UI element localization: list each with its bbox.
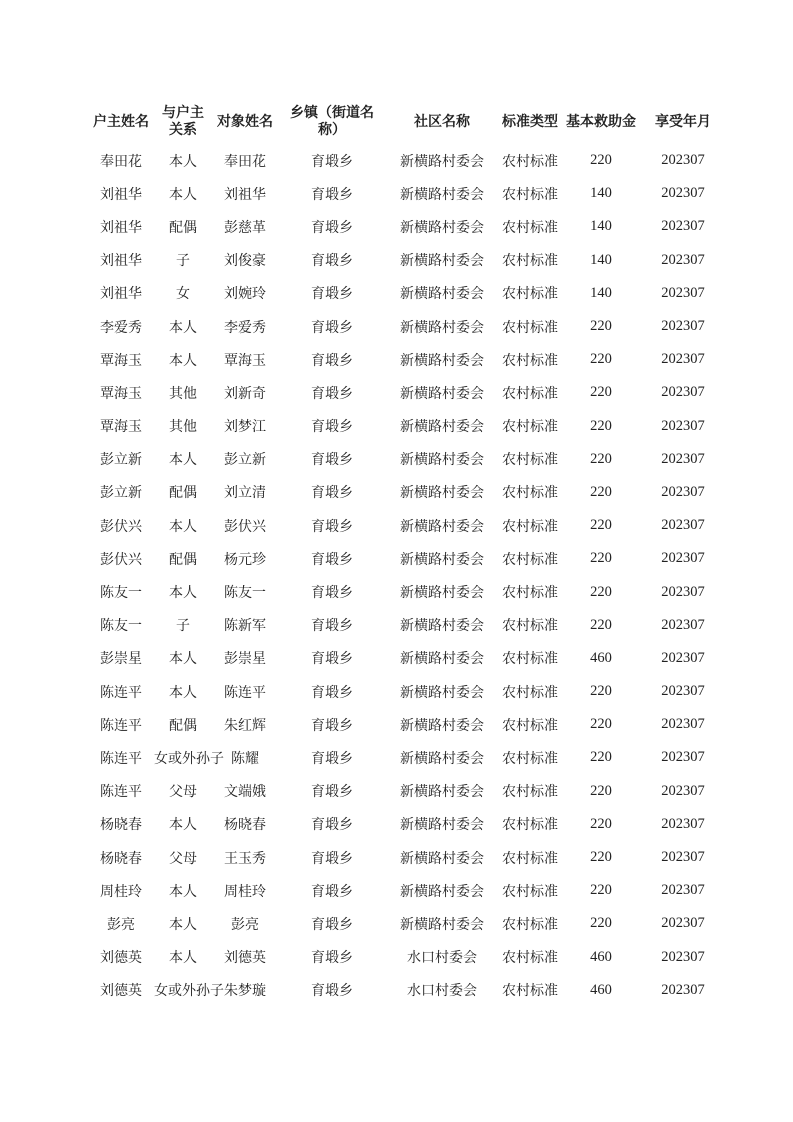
table-row [88,775,726,808]
recipient-name-cell: 刘婉玲 [224,286,266,303]
householder-name-cell: 陈连平 [100,717,142,734]
relation-cell: 本人 [169,883,197,900]
community-cell: 新横路村委会 [400,286,484,303]
basic-aid-cell: 220 [590,351,612,368]
relation-cell: 配偶 [169,551,197,568]
relation-cell: 父母 [169,784,197,801]
standard-type-cell: 农村标准 [502,651,558,668]
basic-aid-cell: 220 [590,483,612,500]
community-cell: 新横路村委会 [400,585,484,602]
assistance-roster [88,100,726,1007]
community-cell: 新横路村委会 [400,352,484,369]
header-row [88,100,726,144]
table-row [88,509,726,542]
standard-type-cell: 农村标准 [502,551,558,568]
relation-cell: 其他 [169,385,197,402]
relation-cell: 女或外孙子 [154,983,224,1000]
community-cell: 水口村委会 [407,983,477,1000]
basic-aid-cell: 460 [590,948,612,965]
standard-type-cell: 农村标准 [502,485,558,502]
table-row [88,874,726,907]
householder-name-cell: 刘德英 [100,983,142,1000]
header-householder-name: 户主姓名 [93,113,149,130]
township-cell: 育塅乡 [311,186,353,203]
standard-type-cell: 农村标准 [502,186,558,203]
community-cell: 新横路村委会 [400,385,484,402]
table-row [88,177,726,210]
community-cell: 新横路村委会 [400,219,484,236]
standard-type-cell: 农村标准 [502,950,558,967]
period-cell: 202307 [661,218,705,235]
table-row [88,210,726,243]
header-period: 享受年月 [655,113,711,130]
recipient-name-cell: 杨晓春 [224,817,266,834]
township-cell: 育塅乡 [311,784,353,801]
table-row [88,410,726,443]
recipient-name-cell: 刘祖华 [224,186,266,203]
basic-aid-cell: 140 [590,185,612,202]
basic-aid-cell: 220 [590,384,612,401]
recipient-name-cell: 彭慈革 [224,219,266,236]
township-cell: 育塅乡 [311,618,353,635]
township-cell: 育塅乡 [311,153,353,170]
township-cell: 育塅乡 [311,983,353,1000]
relation-cell: 配偶 [169,219,197,236]
community-cell: 新横路村委会 [400,419,484,436]
header-recipient-name: 对象姓名 [217,113,273,130]
recipient-name-cell: 刘立清 [224,485,266,502]
community-cell: 新横路村委会 [400,319,484,336]
recipient-name-cell: 周桂玲 [224,883,266,900]
householder-name-cell: 彭崇星 [100,651,142,668]
township-cell: 育塅乡 [311,717,353,734]
period-cell: 202307 [661,583,705,600]
community-cell: 新横路村委会 [400,618,484,635]
recipient-name-cell: 彭崇星 [224,651,266,668]
table-row [88,343,726,376]
standard-type-cell: 农村标准 [502,518,558,535]
header-community: 社区名称 [414,113,470,130]
recipient-name-cell: 朱红辉 [224,717,266,734]
township-cell: 育塅乡 [311,219,353,236]
relation-cell: 本人 [169,153,197,170]
header-relation: 与户主关系 [162,105,204,138]
standard-type-cell: 农村标准 [502,352,558,369]
table-row [88,376,726,409]
township-cell: 育塅乡 [311,883,353,900]
township-cell: 育塅乡 [311,684,353,701]
recipient-name-cell: 王玉秀 [224,850,266,867]
householder-name-cell: 覃海玉 [100,352,142,369]
township-cell: 育塅乡 [311,916,353,933]
township-cell: 育塅乡 [311,750,353,767]
period-cell: 202307 [661,716,705,733]
header-basic-aid: 基本救助金 [566,113,636,130]
relation-cell: 本人 [169,186,197,203]
community-cell: 新横路村委会 [400,916,484,933]
community-cell: 新横路村委会 [400,850,484,867]
householder-name-cell: 刘祖华 [100,253,142,270]
householder-name-cell: 周桂玲 [100,883,142,900]
roster-body [88,144,726,1007]
relation-cell: 本人 [169,352,197,369]
standard-type-cell: 农村标准 [502,153,558,170]
table-row [88,443,726,476]
basic-aid-cell: 220 [590,915,612,932]
relation-cell: 本人 [169,817,197,834]
community-cell: 新横路村委会 [400,253,484,270]
table-row [88,642,726,675]
period-cell: 202307 [661,683,705,700]
basic-aid-cell: 220 [590,550,612,567]
householder-name-cell: 彭立新 [100,452,142,469]
recipient-name-cell: 奉田花 [224,153,266,170]
standard-type-cell: 农村标准 [502,419,558,436]
table-row [88,144,726,177]
period-cell: 202307 [661,616,705,633]
township-cell: 育塅乡 [311,551,353,568]
period-cell: 202307 [661,152,705,169]
recipient-name-cell: 彭立新 [224,452,266,469]
householder-name-cell: 杨晓春 [100,817,142,834]
recipient-name-cell: 朱梦璇 [224,983,266,1000]
table-row [88,708,726,741]
recipient-name-cell: 刘梦江 [224,419,266,436]
standard-type-cell: 农村标准 [502,618,558,635]
township-cell: 育塅乡 [311,352,353,369]
table-row [88,941,726,974]
period-cell: 202307 [661,284,705,301]
table-row [88,907,726,940]
recipient-name-cell: 彭亮 [231,916,259,933]
relation-cell: 本人 [169,518,197,535]
period-cell: 202307 [661,483,705,500]
basic-aid-cell: 220 [590,616,612,633]
relation-cell: 配偶 [169,717,197,734]
standard-type-cell: 农村标准 [502,750,558,767]
table-row [88,974,726,1007]
period-cell: 202307 [661,915,705,932]
period-cell: 202307 [661,318,705,335]
township-cell: 育塅乡 [311,452,353,469]
table-row [88,675,726,708]
period-cell: 202307 [661,384,705,401]
period-cell: 202307 [661,849,705,866]
table-row [88,575,726,608]
community-cell: 新横路村委会 [400,684,484,701]
basic-aid-cell: 140 [590,218,612,235]
period-cell: 202307 [661,948,705,965]
householder-name-cell: 彭亮 [107,916,135,933]
table-row [88,542,726,575]
householder-name-cell: 刘祖华 [100,219,142,236]
relation-cell: 本人 [169,916,197,933]
basic-aid-cell: 140 [590,251,612,268]
recipient-name-cell: 刘德英 [224,950,266,967]
basic-aid-cell: 220 [590,417,612,434]
table-row [88,310,726,343]
relation-cell: 本人 [169,319,197,336]
community-cell: 新横路村委会 [400,817,484,834]
community-cell: 新横路村委会 [400,551,484,568]
standard-type-cell: 农村标准 [502,219,558,236]
relation-cell: 女或外孙子 [154,750,224,767]
householder-name-cell: 彭伏兴 [100,551,142,568]
householder-name-cell: 刘祖华 [100,286,142,303]
standard-type-cell: 农村标准 [502,717,558,734]
basic-aid-cell: 220 [590,152,612,169]
basic-aid-cell: 220 [590,815,612,832]
township-cell: 育塅乡 [311,385,353,402]
relation-cell: 子 [176,253,190,270]
period-cell: 202307 [661,749,705,766]
recipient-name-cell: 文端娥 [224,784,266,801]
community-cell: 新横路村委会 [400,452,484,469]
basic-aid-cell: 220 [590,318,612,335]
community-cell: 新横路村委会 [400,750,484,767]
basic-aid-cell: 460 [590,981,612,998]
householder-name-cell: 刘祖华 [100,186,142,203]
community-cell: 水口村委会 [407,950,477,967]
table-row [88,244,726,277]
householder-name-cell: 李爱秀 [100,319,142,336]
community-cell: 新横路村委会 [400,717,484,734]
standard-type-cell: 农村标准 [502,585,558,602]
standard-type-cell: 农村标准 [502,385,558,402]
householder-name-cell: 彭立新 [100,485,142,502]
householder-name-cell: 陈连平 [100,750,142,767]
period-cell: 202307 [661,815,705,832]
relation-cell: 本人 [169,684,197,701]
standard-type-cell: 农村标准 [502,684,558,701]
roster-table [88,100,726,1007]
relation-cell: 本人 [169,452,197,469]
basic-aid-cell: 220 [590,517,612,534]
standard-type-cell: 农村标准 [502,452,558,469]
householder-name-cell: 陈友一 [100,585,142,602]
township-cell: 育塅乡 [311,585,353,602]
basic-aid-cell: 220 [590,450,612,467]
relation-cell: 父母 [169,850,197,867]
recipient-name-cell: 覃海玉 [224,352,266,369]
standard-type-cell: 农村标准 [502,817,558,834]
recipient-name-cell: 彭伏兴 [224,518,266,535]
householder-name-cell: 刘德英 [100,950,142,967]
township-cell: 育塅乡 [311,518,353,535]
table-row [88,808,726,841]
recipient-name-cell: 陈耀 [231,750,259,767]
basic-aid-cell: 220 [590,583,612,600]
community-cell: 新横路村委会 [400,518,484,535]
table-row [88,476,726,509]
recipient-name-cell: 杨元珍 [224,551,266,568]
table-row [88,277,726,310]
relation-cell: 子 [176,618,190,635]
township-cell: 育塅乡 [311,651,353,668]
standard-type-cell: 农村标准 [502,883,558,900]
basic-aid-cell: 460 [590,649,612,666]
standard-type-cell: 农村标准 [502,286,558,303]
basic-aid-cell: 220 [590,882,612,899]
standard-type-cell: 农村标准 [502,983,558,1000]
township-cell: 育塅乡 [311,319,353,336]
period-cell: 202307 [661,782,705,799]
householder-name-cell: 覃海玉 [100,385,142,402]
township-cell: 育塅乡 [311,253,353,270]
period-cell: 202307 [661,550,705,567]
householder-name-cell: 杨晓春 [100,850,142,867]
table-row [88,741,726,774]
basic-aid-cell: 140 [590,284,612,301]
community-cell: 新横路村委会 [400,186,484,203]
relation-cell: 本人 [169,651,197,668]
householder-name-cell: 彭伏兴 [100,518,142,535]
table-row [88,609,726,642]
relation-cell: 女 [176,286,190,303]
recipient-name-cell: 李爱秀 [224,319,266,336]
recipient-name-cell: 刘俊豪 [224,253,266,270]
basic-aid-cell: 220 [590,683,612,700]
township-cell: 育塅乡 [311,286,353,303]
recipient-name-cell: 刘新奇 [224,385,266,402]
period-cell: 202307 [661,882,705,899]
period-cell: 202307 [661,251,705,268]
basic-aid-cell: 220 [590,849,612,866]
basic-aid-cell: 220 [590,782,612,799]
community-cell: 新横路村委会 [400,784,484,801]
relation-cell: 本人 [169,585,197,602]
householder-name-cell: 陈连平 [100,684,142,701]
relation-cell: 配偶 [169,485,197,502]
householder-name-cell: 覃海玉 [100,419,142,436]
standard-type-cell: 农村标准 [502,784,558,801]
recipient-name-cell: 陈连平 [224,684,266,701]
header-township: 乡镇（街道名称） [290,105,374,138]
community-cell: 新横路村委会 [400,153,484,170]
householder-name-cell: 陈友一 [100,618,142,635]
householder-name-cell: 奉田花 [100,153,142,170]
period-cell: 202307 [661,450,705,467]
relation-cell: 本人 [169,950,197,967]
period-cell: 202307 [661,649,705,666]
period-cell: 202307 [661,517,705,534]
basic-aid-cell: 220 [590,716,612,733]
standard-type-cell: 农村标准 [502,319,558,336]
township-cell: 育塅乡 [311,419,353,436]
township-cell: 育塅乡 [311,950,353,967]
standard-type-cell: 农村标准 [502,850,558,867]
community-cell: 新横路村委会 [400,651,484,668]
recipient-name-cell: 陈友一 [224,585,266,602]
basic-aid-cell: 220 [590,749,612,766]
standard-type-cell: 农村标准 [502,916,558,933]
header-standard-type: 标准类型 [502,113,558,130]
recipient-name-cell: 陈新军 [224,618,266,635]
period-cell: 202307 [661,185,705,202]
community-cell: 新横路村委会 [400,883,484,900]
householder-name-cell: 陈连平 [100,784,142,801]
township-cell: 育塅乡 [311,485,353,502]
community-cell: 新横路村委会 [400,485,484,502]
standard-type-cell: 农村标准 [502,253,558,270]
period-cell: 202307 [661,351,705,368]
table-row [88,841,726,874]
township-cell: 育塅乡 [311,850,353,867]
relation-cell: 其他 [169,419,197,436]
period-cell: 202307 [661,981,705,998]
township-cell: 育塅乡 [311,817,353,834]
period-cell: 202307 [661,417,705,434]
